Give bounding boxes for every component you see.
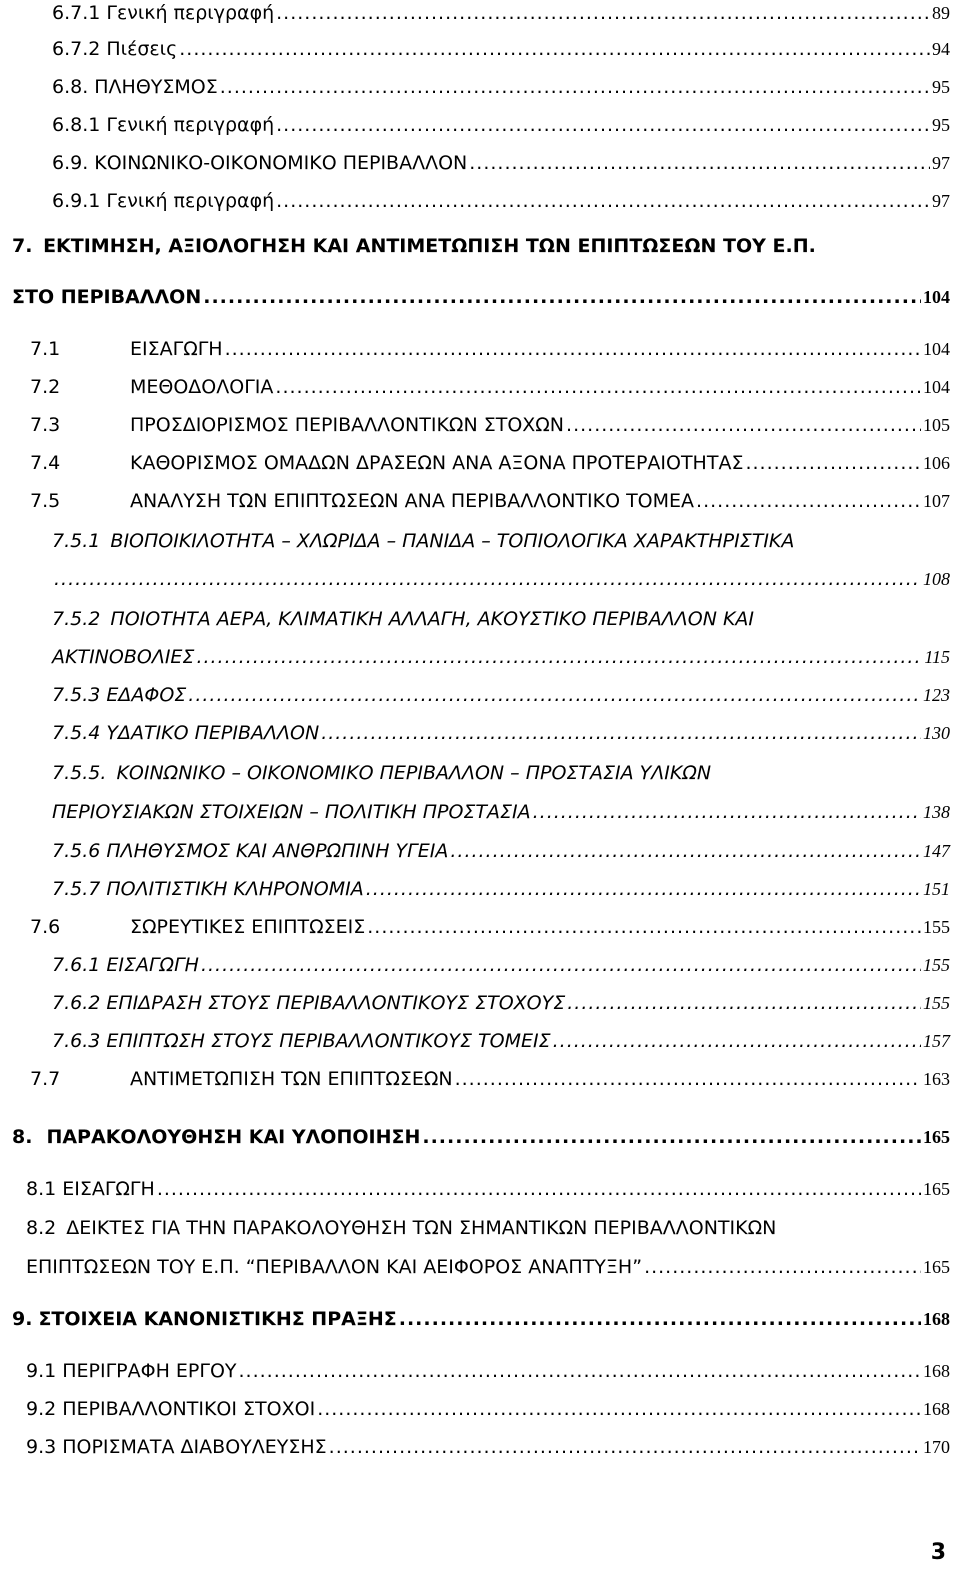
dot-leader: [276, 112, 930, 138]
toc-entry-page: 89: [932, 3, 950, 23]
toc-entry[interactable]: [12, 1306, 950, 1332]
dot-leader: [329, 1434, 921, 1460]
toc-entry-title: ΣΤΟΙΧΕΙΑ ΚΑΝΟΝΙΣΤΙΚΗΣ ΠΡΑΞΗΣ: [38, 1308, 397, 1330]
toc-entry[interactable]: [52, 644, 950, 670]
toc-entry-title: ΠΛΗΘΥΣΜΟΣ: [94, 76, 218, 98]
toc-section-title-line1[interactable]: [26, 1215, 776, 1241]
toc-entry-page: 104: [923, 287, 950, 307]
toc-entry[interactable]: [26, 1254, 950, 1280]
dot-leader: [54, 566, 921, 592]
toc-entry-number: 7.5.2: [52, 608, 101, 630]
dot-leader: [644, 1254, 921, 1280]
toc-subsection-title-line1[interactable]: [52, 760, 711, 786]
toc-entry-page: 168: [923, 1309, 950, 1329]
toc-entry-page: 130: [923, 723, 950, 743]
toc-entry-title-cont: ΕΠΙΠΤΩΣΕΩΝ ΤΟΥ Ε.Π. “ΠΕΡΙΒΑΛΛΟΝ ΚΑΙ ΑΕΙΦΟΡΟΣ ΑΝΑΠΤΥΞΗ”: [26, 1256, 643, 1278]
toc-entry-title: ΥΔΑΤΙΚΟ ΠΕΡΙΒΑΛΛΟΝ: [106, 722, 320, 744]
toc-entry-number: 7.5.3: [52, 684, 101, 706]
toc-entry-number: 7.2: [30, 376, 61, 398]
toc-entry-title: ΚΑΘΟΡΙΣΜΟΣ ΟΜΑΔΩΝ ΔΡΑΣΕΩΝ ΑΝΑ ΑΞΟΝΑ ΠΡΟΤΕΡΑΙΟΤΗΤΑΣ: [130, 452, 744, 474]
toc-entry-page: 95: [932, 115, 950, 135]
toc-entry-page: 95: [932, 77, 950, 97]
toc-entry-number: 7.7: [30, 1068, 61, 1090]
toc-entry-title: ΠΕΡΙΓΡΑΦΗ ΕΡΓΟΥ: [62, 1360, 237, 1382]
toc-entry-title: ΠΟΙΟΤΗΤΑ ΑΕΡΑ, ΚΛΙΜΑΤΙΚΗ ΑΛΛΑΓΗ, ΑΚΟΥΣΤΙΚΟ ΠΕΡΙΒΑΛΛΟΝ ΚΑΙ: [110, 608, 755, 630]
toc-entry-title: ΠΛΗΘΥΣΜΟΣ ΚΑΙ ΑΝΘΡΩΠΙΝΗ ΥΓΕΙΑ: [106, 840, 449, 862]
toc-entry-title: Γενική περιγραφή: [106, 114, 275, 136]
dot-leader: [276, 188, 930, 214]
toc-entry-number: 7.1: [30, 338, 61, 360]
toc-entry-page: 115: [924, 647, 950, 667]
toc-entry-number: 8.1: [26, 1178, 57, 1200]
toc-entry[interactable]: [52, 838, 950, 864]
toc-entry[interactable]: [26, 1396, 950, 1422]
toc-entry-number: 7.5.7: [52, 878, 101, 900]
toc-entry[interactable]: [52, 876, 950, 902]
dot-leader: [179, 36, 930, 62]
toc-entry[interactable]: [30, 336, 950, 362]
toc-entry[interactable]: [30, 412, 950, 438]
toc-entry-number: 7.3: [30, 414, 61, 436]
toc-entry-title: ΠΡΟΣΔΙΟΡΙΣΜΟΣ ΠΕΡΙΒΑΛΛΟΝΤΙΚΩΝ ΣΤΟΧΩΝ: [130, 414, 565, 436]
dot-leader: [276, 0, 930, 26]
toc-entry[interactable]: [30, 914, 950, 940]
toc-entry-number: 6.9.: [52, 152, 89, 174]
toc-entry-number: 9.: [12, 1308, 33, 1330]
toc-entry[interactable]: [52, 74, 950, 100]
toc-entry-number: 8.2: [26, 1217, 57, 1239]
toc-subsection-title-line1[interactable]: [52, 606, 754, 632]
toc-entry-title-cont: ΣΤΟ ΠΕΡΙΒΑΛΛΟΝ: [12, 286, 202, 308]
dot-leader: [450, 838, 921, 864]
toc-entry-title: ΠΕΡΙΒΑΛΛΟΝΤΙΚΟΙ ΣΤΟΧΟΙ: [62, 1398, 316, 1420]
toc-entry[interactable]: [30, 374, 950, 400]
toc-entry-number: 6.7.1: [52, 2, 101, 24]
toc-entry-page: 106: [923, 453, 950, 473]
toc-entry-page: 168: [923, 1361, 950, 1381]
toc-entry-title: ΑΝΤΙΜΕΤΩΠΙΣΗ ΤΩΝ ΕΠΙΠΤΩΣΕΩΝ: [130, 1068, 453, 1090]
toc-entry-page: 151: [923, 879, 950, 899]
toc-entry-page: 163: [923, 1069, 950, 1089]
toc-subsection-title-line1[interactable]: [52, 528, 794, 554]
toc-entry-title: Πιέσεις: [106, 38, 178, 60]
toc-entry-title: ΜΕΘΟΔΟΛΟΓΙΑ: [130, 376, 274, 398]
toc-entry-page: 165: [923, 1179, 950, 1199]
toc-entry-number: 7.5.5.: [52, 762, 107, 784]
toc-entry-page: 123: [923, 685, 950, 705]
toc-entry-number: 7.5: [30, 490, 61, 512]
toc-entry-page: 168: [923, 1399, 950, 1419]
toc-entry-page: 155: [923, 993, 950, 1013]
dot-leader: [469, 150, 930, 176]
toc-entry[interactable]: [52, 799, 950, 825]
dot-leader: [225, 336, 921, 362]
toc-entry-number: 9.1: [26, 1360, 57, 1382]
toc-entry-title: ΕΠΙΠΤΩΣΗ ΣΤΟΥΣ ΠΕΡΙΒΑΛΛΟΝΤΙΚΟΥΣ ΤΟΜΕΙΣ: [106, 1030, 551, 1052]
toc-entry-title: ΚΟΙΝΩΝΙΚΟ-ΟΙΚΟΝΟΜΙΚΟ ΠΕΡΙΒΑΛΛΟΝ: [94, 152, 468, 174]
dot-leader: [239, 1358, 921, 1384]
toc-entry[interactable]: [52, 36, 950, 62]
toc-entry-title: ΕΠΙΔΡΑΣΗ ΣΤΟΥΣ ΠΕΡΙΒΑΛΛΟΝΤΙΚΟΥΣ ΣΤΟΧΟΥΣ: [106, 992, 566, 1014]
toc-entry-page: 94: [932, 39, 950, 59]
dot-leader: [533, 799, 921, 825]
toc-entry-number: 7.: [12, 235, 33, 257]
dot-leader: [553, 1028, 921, 1054]
dot-leader: [422, 1124, 921, 1150]
dot-leader: [567, 990, 921, 1016]
dot-leader: [203, 284, 921, 310]
toc-entry-page: 165: [923, 1257, 950, 1277]
toc-entry-title: ΣΩΡΕΥΤΙΚΕΣ ΕΠΙΠΤΩΣΕΙΣ: [130, 916, 366, 938]
toc-entry-page: 157: [923, 1031, 950, 1051]
toc-entry-page: 147: [923, 841, 950, 861]
toc-entry-page: 105: [923, 415, 950, 435]
toc-entry-title: ΒΙΟΠΟΙΚΙΛΟΤΗΤΑ – ΧΛΩΡΙΔΑ – ΠΑΝΙΔΑ – ΤΟΠΙΟΛΟΓΙΚΑ ΧΑΡΑΚΤΗΡΙΣΤΙΚΑ: [110, 530, 795, 552]
toc-entry-number: 8.: [12, 1126, 33, 1148]
toc-entry-number: 7.6.1: [52, 954, 101, 976]
dot-leader: [157, 1176, 921, 1202]
toc-entry-number: 6.9.1: [52, 190, 101, 212]
toc-entry[interactable]: [52, 0, 950, 26]
dot-leader: [317, 1396, 921, 1422]
dot-leader: [455, 1066, 921, 1092]
toc-entry-title: ΕΙΣΑΓΩΓΗ: [106, 954, 199, 976]
toc-entry[interactable]: [52, 112, 950, 138]
dot-leader: [366, 876, 921, 902]
toc-entry-number: 7.6.2: [52, 992, 101, 1014]
page-number: 3: [930, 1540, 946, 1565]
toc-entry-page: 97: [932, 191, 950, 211]
toc-entry[interactable]: [26, 1176, 950, 1202]
toc-entry-page: 155: [923, 955, 950, 975]
toc-entry-page: 107: [923, 491, 950, 511]
toc-entry[interactable]: [52, 150, 950, 176]
toc-entry-page: 108: [923, 569, 950, 589]
toc-entry-title: ΔΕΙΚΤΕΣ ΓΙΑ ΤΗΝ ΠΑΡΑΚΟΛΟΥΘΗΣΗ ΤΩΝ ΣΗΜΑΝΤΙΚΩΝ ΠΕΡΙΒΑΛΛΟΝΤΙΚΩΝ: [66, 1217, 777, 1239]
toc-entry-number: 9.2: [26, 1398, 57, 1420]
toc-entry-number: 7.5.6: [52, 840, 101, 862]
toc-entry-title: Γενική περιγραφή: [106, 2, 275, 24]
toc-entry-title: ΕΙΣΑΓΩΓΗ: [62, 1178, 155, 1200]
toc-entry-title-cont: ΠΕΡΙΟΥΣΙΑΚΩΝ ΣΤΟΙΧΕΙΩΝ – ΠΟΛΙΤΙΚΗ ΠΡΟΣΤΑΣΙΑ: [52, 801, 531, 823]
toc-entry-title: ΑΝΑΛΥΣΗ ΤΩΝ ΕΠΙΠΤΩΣΕΩΝ ΑΝΑ ΠΕΡΙΒΑΛΛΟΝΤΙΚΟ ΤΟΜΕΑ: [130, 490, 695, 512]
toc-entry-number: 6.8.1: [52, 114, 101, 136]
toc-entry-title: ΠΟΡΙΣΜΑΤΑ ΔΙΑΒΟΥΛΕΥΣΗΣ: [62, 1436, 327, 1458]
toc-entry-title: ΕΙΣΑΓΩΓΗ: [130, 338, 223, 360]
toc-entry-number: 6.8.: [52, 76, 89, 98]
toc-entry-title: ΠΟΛΙΤΙΣΤΙΚΗ ΚΛΗΡΟΝΟΜΙΑ: [106, 878, 364, 900]
dot-leader: [321, 720, 921, 746]
toc-chapter-title-line1[interactable]: [12, 233, 816, 259]
toc-entry-title: ΠΑΡΑΚΟΛΟΥΘΗΣΗ ΚΑΙ ΥΛΟΠΟΙΗΣΗ: [46, 1126, 421, 1148]
toc-entry-page: 155: [923, 917, 950, 937]
toc-entry[interactable]: [52, 188, 950, 214]
toc-entry[interactable]: [12, 1124, 950, 1150]
toc-entry[interactable]: [30, 450, 950, 476]
toc-entry-title: ΕΔΑΦΟΣ: [106, 684, 187, 706]
toc-entry[interactable]: [52, 566, 950, 592]
toc-entry[interactable]: [26, 1358, 950, 1384]
toc-entry[interactable]: [26, 1434, 950, 1460]
toc-entry-number: 6.7.2: [52, 38, 101, 60]
toc-entry-title: Γενική περιγραφή: [106, 190, 275, 212]
toc-entry[interactable]: [12, 284, 950, 310]
toc-entry[interactable]: [52, 682, 950, 708]
toc-entry-number: 9.3: [26, 1436, 57, 1458]
toc-entry-number: 7.4: [30, 452, 61, 474]
dot-leader: [566, 412, 921, 438]
toc-entry[interactable]: [52, 1028, 950, 1054]
toc-entry[interactable]: [30, 488, 950, 514]
dot-leader: [220, 74, 930, 100]
toc-entry-title-cont: ΑΚΤΙΝΟΒΟΛΙΕΣ: [52, 646, 195, 668]
toc-entry-title: ΕΚΤΙΜΗΣΗ, ΑΞΙΟΛΟΓΗΣΗ ΚΑΙ ΑΝΤΙΜΕΤΩΠΙΣΗ ΤΩΝ ΕΠΙΠΤΩΣΕΩΝ ΤΟΥ Ε.Π.: [43, 235, 816, 257]
dot-leader: [745, 450, 921, 476]
dot-leader: [696, 488, 921, 514]
toc-entry-page: 165: [923, 1127, 950, 1147]
toc-entry[interactable]: [52, 952, 950, 978]
toc-entry-page: 97: [932, 153, 950, 173]
toc-entry[interactable]: [52, 990, 950, 1016]
dot-leader: [201, 952, 921, 978]
toc-entry-page: 104: [923, 377, 950, 397]
dot-leader: [196, 644, 922, 670]
dot-leader: [275, 374, 921, 400]
toc-entry-number: 7.5.1: [52, 530, 101, 552]
toc-entry-number: 7.6: [30, 916, 61, 938]
toc-entry[interactable]: [52, 720, 950, 746]
toc-entry-page: 104: [923, 339, 950, 359]
dot-leader: [367, 914, 921, 940]
toc-entry-page: 170: [923, 1437, 950, 1457]
toc-entry-number: 7.5.4: [52, 722, 101, 744]
toc-entry-number: 7.6.3: [52, 1030, 101, 1052]
toc-entry-title: ΚΟΙΝΩΝΙΚΟ – ΟΙΚΟΝΟΜΙΚΟ ΠΕΡΙΒΑΛΛΟΝ – ΠΡΟΣΤΑΣΙΑ ΥΛΙΚΩΝ: [116, 762, 712, 784]
dot-leader: [188, 682, 921, 708]
toc-entry[interactable]: [30, 1066, 950, 1092]
dot-leader: [399, 1306, 921, 1332]
toc-entry-page: 138: [923, 802, 950, 822]
